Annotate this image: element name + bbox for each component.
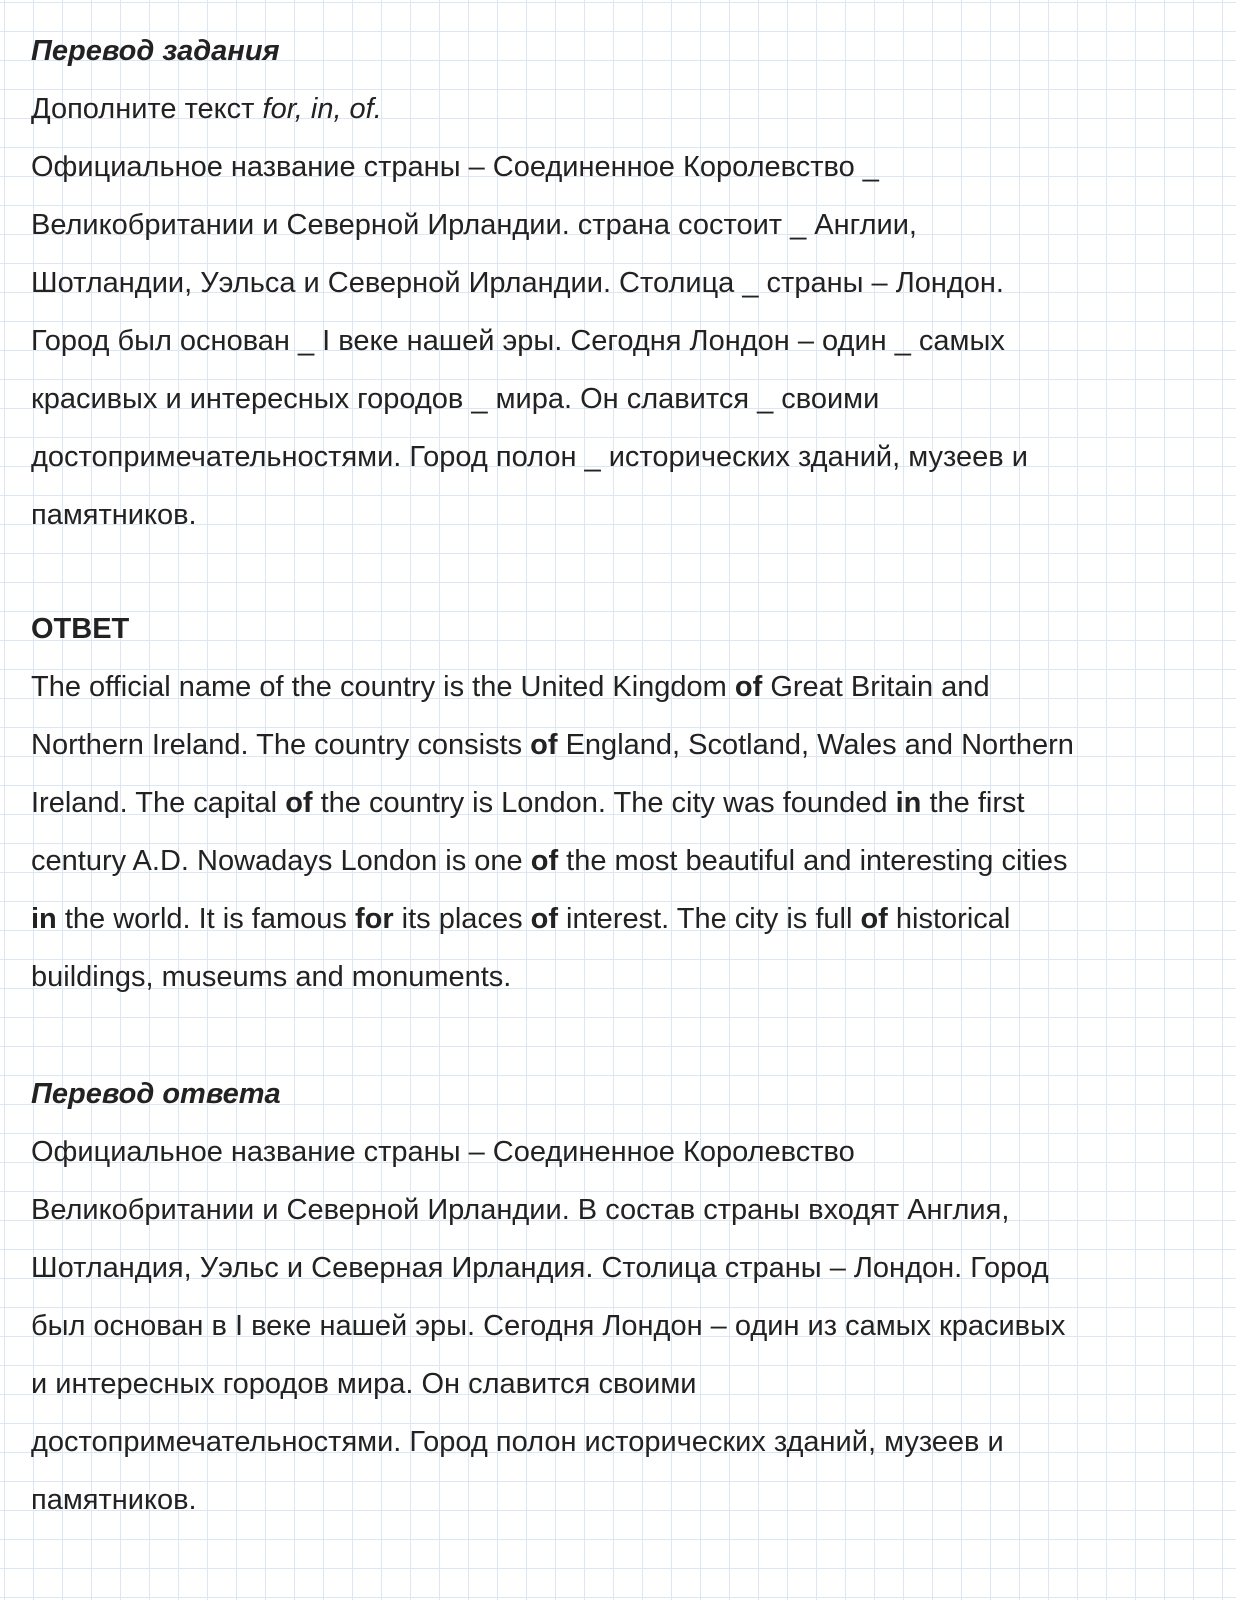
answer-preposition: for [354,903,394,935]
task-line: Официальное название страны – Соединенное Королевство _ [31,151,879,183]
translation-line: Великобритании и Северной Ирландии. В состав страны входят Англия, [31,1194,1010,1226]
task-instruction [31,80,1211,138]
answer-preposition: of [860,903,888,935]
answer-preposition: of [530,729,558,761]
answer-text-run: century A.D. Nowadays London is one [31,845,531,877]
answer-text-run: the first [921,787,1025,819]
answer-text-run: its places [393,903,531,935]
answer-line [31,948,1211,1006]
answer-preposition: of [530,903,558,935]
answer-text-run: interest. The city is full [558,903,861,935]
answer-line [31,658,1211,716]
translation-line: Официальное название страны – Соединенное Королевство [31,1136,855,1168]
translation-section [31,1065,1211,1529]
task-line: Великобритании и Северной Ирландии. страна состоит _ Англии, [31,209,917,241]
task-heading: Перевод задания [31,35,280,67]
task-line: памятников. [31,499,197,531]
translation-line: и интересных городов мира. Он славится своими [31,1368,697,1400]
task-line: Шотландии, Уэльса и Северной Ирландии. Столица _ страны – Лондон. [31,267,1004,299]
answer-text-run: The official name of the country is the United Kingdom [31,671,735,703]
answer-section [31,600,1211,1006]
translation-line: был основан в I веке нашей эры. Сегодня Лондон – один из самых красивых [31,1310,1066,1342]
answer-line [31,832,1211,890]
translation-line: достопримечательностями. Город полон исторических зданий, музеев и [31,1426,1004,1458]
answer-line [31,890,1211,948]
answer-preposition: in [895,787,922,819]
answer-text-run: England, Scotland, Wales and Northern [557,729,1074,761]
answer-text-run: the world. It is famous [56,903,355,935]
answer-text-run: Northern Ireland. The country consists [31,729,531,761]
answer-text-run: buildings, museums and monuments. [31,961,512,993]
task-line: достопримечательностями. Город полон _ исторических зданий, музеев и [31,441,1028,473]
answer-text-run: Great Britain and [762,671,990,703]
translation-line: Шотландия, Уэльс и Северная Ирландия. Столица страны – Лондон. Город [31,1252,1049,1284]
answer-preposition: of [285,787,313,819]
answer-preposition: of [734,671,763,703]
task-section [31,22,1211,544]
translation-line: памятников. [31,1484,197,1516]
task-instruction-prefix: Дополните текст [31,93,263,125]
answer-text [31,658,1211,1006]
answer-text-run: the country is London. The city was founded [312,787,896,819]
answer-line [31,716,1211,774]
answer-text-run: historical [887,903,1011,935]
answer-text-run: the most beautiful and interesting cities [558,845,1068,877]
answer-text-run: Ireland. The capital [31,787,286,819]
answer-preposition: of [530,845,559,877]
task-instruction-words: for, in, of. [262,93,382,125]
translation-heading: Перевод ответа [31,1078,281,1110]
task-line: Город был основан _ I веке нашей эры. Сегодня Лондон – один _ самых [31,325,1005,357]
answer-preposition: in [31,903,57,935]
task-line: красивых и интересных городов _ мира. Он славится _ своими [31,383,880,415]
answer-line [31,774,1211,832]
answer-heading: ОТВЕТ [31,613,130,645]
